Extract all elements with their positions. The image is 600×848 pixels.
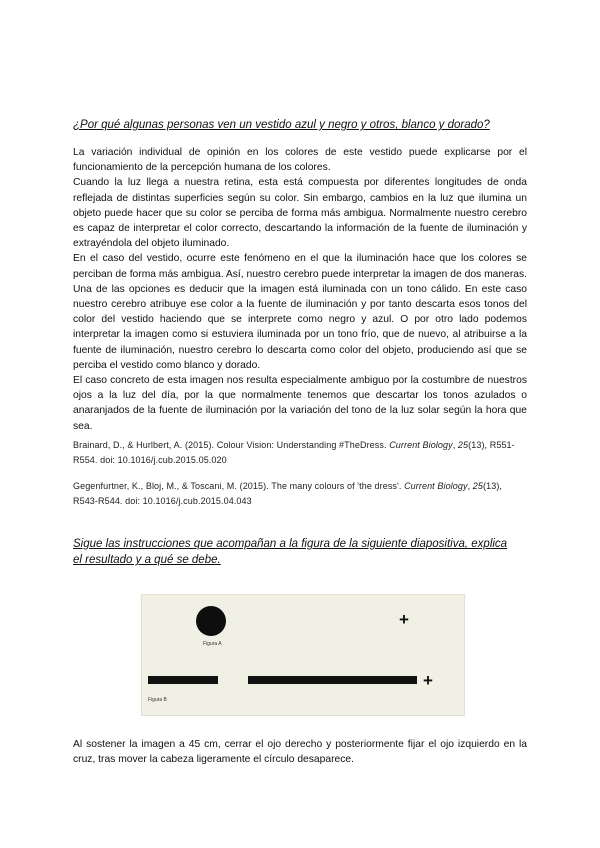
paragraph: El caso concreto de esta imagen nos resulta especialmente ambiguo por la costumbre de nuestros ojos a la luz del día, por la que normalmente tenemos que descartar los tonos azulados o anaranjados de la fuente de iluminación por la variación del tono de la luz solar según la hora que sea. <box>73 375 527 432</box>
paragraph: Cuando la luz llega a nuestra retina, esta está compuesta por diferentes longitudes de onda reflejada de distintas superficies según su color. Sin embargo, cambios en la luz que ilumina un objeto puede hacer que su color se perciba de forma más ambigua. Normalmente nuestro cerebro es capaz de interpretar el color correcto, descartando la información de la fuente de iluminación y extrayéndola del objeto iluminado. <box>73 177 527 250</box>
reference-details: (13), R543-R544. doi: 10.1016/j.cub.2015.04.043 <box>73 481 503 506</box>
figure-a-cross-icon: + <box>399 610 409 629</box>
reference-authors: Gegenfurtner, K., Bloj, M., & Toscani, M. (2015). The many colours of 'the dress'. <box>73 481 405 491</box>
figure-b-label: Figura B <box>148 697 167 703</box>
reference-1: Brainard, D., & Hurlbert, A. (2015). Colour Vision: Understanding #TheDress. Current Biology, 25(13), R551-R554. doi: 10.1016/j.cub.2015.05.020 <box>73 440 515 465</box>
reference-2: Gegenfurtner, K., Bloj, M., & Toscani, M. (2015). The many colours of 'the dress'. Current Biology, 25(13), R543-R544. doi: 10.1016/j.cub.2015.04.043 <box>73 481 503 506</box>
paragraph: La variación individual de opinión en los colores de este vestido puede explicarse por el funcionamiento de la percepción humana de los colores. <box>73 147 527 174</box>
reference-volume: 25 <box>457 440 469 450</box>
reference-journal: Current Biology <box>404 481 468 491</box>
reference-authors: Brainard, D., & Hurlbert, A. (2015). Colour Vision: Understanding #TheDress. <box>73 440 390 450</box>
blind-spot-figure <box>141 594 465 716</box>
paragraph: En el caso del vestido, ocurre este fenómeno en el que la iluminación hace que los colores se perciban de forma más ambigua. Así, nuestro cerebro puede interpretar la imagen de dos maneras. Una de las opciones es deducir que la imagen está iluminada con un tono cálido. En este caso nuestro cerebro atribuye ese color a la fuente de iluminación y por tanto descarta esos tonos del color del vestido haciendo que se interprete como negro y azul. O por otro lado podemos interpretar la imagen como si estuviera iluminada por un tono frío, que de nuevo, al atribuirse a la fuente de iluminación, nuestro cerebro lo descarta como color del objeto, produciendo así que se perciba el vestido como blanco y dorado. <box>73 253 527 371</box>
reference-details: (13), R551-R554. doi: 10.1016/j.cub.2015.05.020 <box>73 440 515 465</box>
reference-volume: 25 <box>472 481 484 491</box>
figure-b-left-bar <box>148 676 218 684</box>
question-heading-1: ¿Por qué algunas personas ven un vestido azul y negro y otros, blanco y dorado? <box>73 119 490 131</box>
reference-journal: Current Biology <box>389 440 453 450</box>
figure-b-right-bar <box>248 676 417 684</box>
figure-a-label: Figura A <box>203 641 222 647</box>
figure-a-circle <box>196 606 226 636</box>
figure-b-cross-icon: + <box>423 671 433 690</box>
explanation-body <box>73 145 527 434</box>
question-heading-2: Sigue las instrucciones que acompañan a la figura de la siguiente diapositiva, explica el resultado y a qué se debe. <box>73 538 508 566</box>
answer-paragraph: Al sostener la imagen a 45 cm, cerrar el ojo derecho y posteriormente fijar el ojo izquierdo en la cruz, tras mover la cabeza ligeramente el círculo desaparece. <box>73 739 527 766</box>
